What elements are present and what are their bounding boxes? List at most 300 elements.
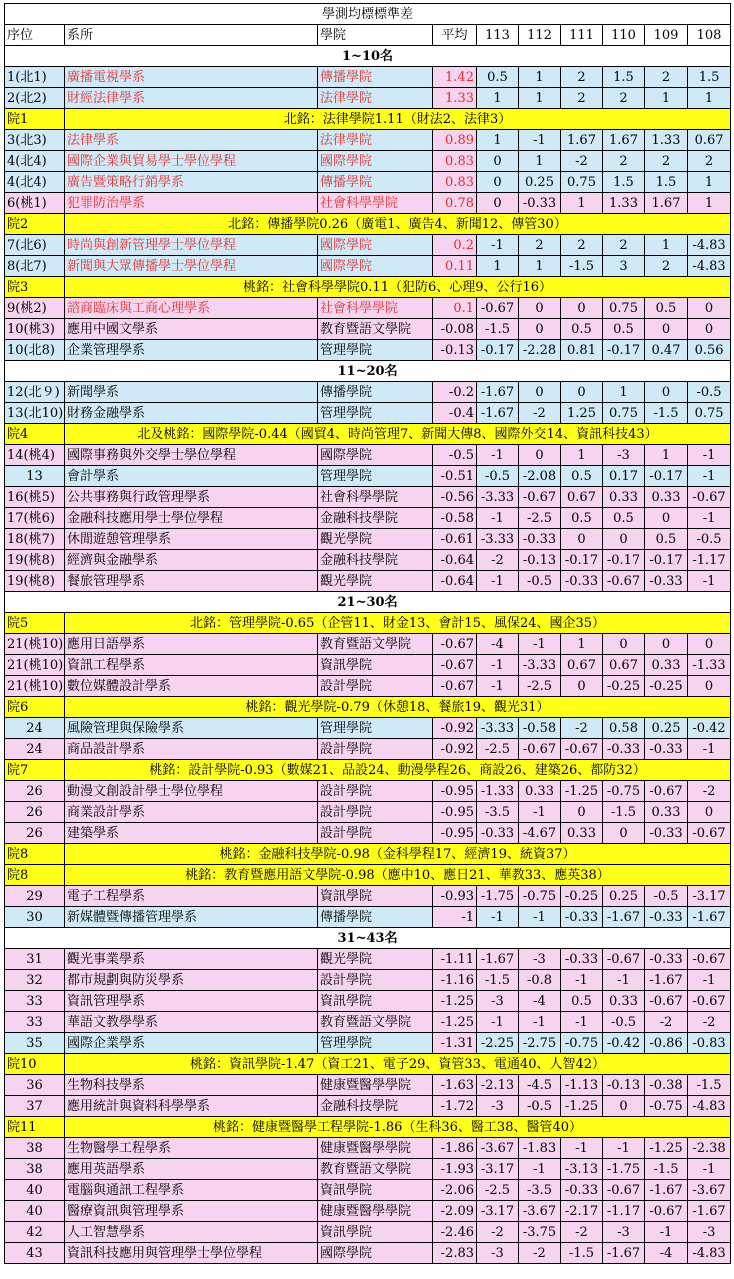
department-cell: 經濟與金融學系: [65, 550, 318, 571]
year-111-cell: -0.75: [561, 1033, 603, 1054]
average-cell: -0.64: [433, 550, 477, 571]
college-cell: 資訊學院: [318, 991, 433, 1012]
year-109-cell: -0.75: [645, 1096, 688, 1117]
section-title: 31~43名: [5, 928, 731, 949]
year-110-cell: 0.75: [603, 298, 645, 319]
table-row: [5, 1180, 731, 1201]
college-summary: 桃銘：金融科技學院-0.98（金科學程17、經濟19、統資37）: [65, 844, 731, 865]
year-110-cell: -0.25: [603, 676, 645, 697]
year-112-cell: -0.13: [519, 550, 561, 571]
year-110-cell: 0.5: [603, 319, 645, 340]
rank-cell: 40: [5, 1201, 65, 1222]
table-row: [5, 781, 731, 802]
year-108-cell: 0.56: [688, 340, 731, 361]
year-109-cell: -0.25: [645, 676, 688, 697]
rank-cell: 24: [5, 718, 65, 739]
header-cell: 111: [561, 25, 603, 46]
year-109-cell: 1.67: [645, 193, 688, 214]
average-cell: -1.16: [433, 970, 477, 991]
college-summary-row: [5, 613, 731, 634]
year-112-cell: -4.67: [519, 823, 561, 844]
year-110-cell: 3: [603, 256, 645, 277]
year-109-cell: -1.25: [645, 1138, 688, 1159]
college-cell: 管理學院: [318, 1033, 433, 1054]
year-109-cell: -1.67: [645, 970, 688, 991]
year-113-cell: -1: [477, 445, 519, 466]
year-111-cell: 0.5: [561, 508, 603, 529]
department-cell: 休閒遊憩管理學系: [65, 529, 318, 550]
table-row: [5, 991, 731, 1012]
department-cell: 華語文教學學系: [65, 1012, 318, 1033]
year-113-cell: -1.67: [477, 949, 519, 970]
rank-cell: 13(北10): [5, 403, 65, 424]
year-113-cell: -4: [477, 634, 519, 655]
department-cell: 生物醫學工程學系: [65, 1138, 318, 1159]
college-cell: 教育暨語文學院: [318, 634, 433, 655]
college-cell: 資訊學院: [318, 1180, 433, 1201]
college-summary: 桃銘：資訊學院-1.47（資工21、電子29、資管33、電通40、人智42）: [65, 1054, 731, 1075]
year-110-cell: 0.5: [603, 508, 645, 529]
year-112-cell: -2.08: [519, 466, 561, 487]
year-109-cell: -0.67: [645, 991, 688, 1012]
department-cell: 人工智慧學系: [65, 1222, 318, 1243]
year-112-cell: -0.67: [519, 487, 561, 508]
college-cell: 資訊學院: [318, 655, 433, 676]
year-111-cell: 0.5: [561, 319, 603, 340]
college-summary-row: [5, 277, 731, 298]
table-row: [5, 256, 731, 277]
table-row: [5, 403, 731, 424]
year-113-cell: -2.5: [477, 1180, 519, 1201]
department-cell: 犯罪防治學系: [65, 193, 318, 214]
department-cell: 新聞與大眾傳播學士學位學程: [65, 256, 318, 277]
average-cell: -1.72: [433, 1096, 477, 1117]
college-cell: 傳播學院: [318, 67, 433, 88]
year-108-cell: -1.67: [688, 1201, 731, 1222]
year-111-cell: 1: [561, 634, 603, 655]
college-summary: 桃銘：社會科學學院0.11（犯防6、心理9、公行16）: [65, 277, 731, 298]
year-111-cell: 0.33: [561, 823, 603, 844]
year-111-cell: -0.67: [561, 739, 603, 760]
year-113-cell: -1.33: [477, 781, 519, 802]
rank-cell: 32: [5, 970, 65, 991]
year-108-cell: -4.83: [688, 1096, 731, 1117]
year-109-cell: -1: [645, 1222, 688, 1243]
year-108-cell: -1: [688, 571, 731, 592]
rank-cell: 4(北4): [5, 172, 65, 193]
year-112-cell: 1: [519, 256, 561, 277]
year-108-cell: 0: [688, 634, 731, 655]
year-110-cell: -0.5: [603, 1012, 645, 1033]
year-112-cell: -0.58: [519, 718, 561, 739]
year-110-cell: -0.17: [603, 340, 645, 361]
year-108-cell: -4.83: [688, 1243, 731, 1264]
year-112-cell: -1: [519, 1012, 561, 1033]
year-110-cell: -1: [603, 970, 645, 991]
college-rank: 院10: [5, 1054, 65, 1075]
college-cell: 觀光學院: [318, 949, 433, 970]
table-row: [5, 1138, 731, 1159]
average-cell: -1.25: [433, 1012, 477, 1033]
year-111-cell: -2.17: [561, 1201, 603, 1222]
year-110-cell: 0.33: [603, 487, 645, 508]
year-112-cell: -1: [519, 907, 561, 928]
year-110-cell: 0.25: [603, 886, 645, 907]
year-110-cell: 0: [603, 1096, 645, 1117]
year-109-cell: 1.33: [645, 130, 688, 151]
section-header-row: [5, 928, 731, 949]
year-113-cell: -0.67: [477, 298, 519, 319]
year-109-cell: -0.17: [645, 466, 688, 487]
year-110-cell: -1.5: [603, 802, 645, 823]
year-109-cell: -0.17: [645, 550, 688, 571]
year-110-cell: -1.67: [603, 907, 645, 928]
year-109-cell: -0.86: [645, 1033, 688, 1054]
year-113-cell: -2.13: [477, 1075, 519, 1096]
year-108-cell: 1.5: [688, 67, 731, 88]
year-109-cell: -4: [645, 1243, 688, 1264]
year-110-cell: -0.67: [603, 949, 645, 970]
college-summary-row: [5, 214, 731, 235]
table-row: [5, 298, 731, 319]
table-row: [5, 466, 731, 487]
year-108-cell: 1: [688, 172, 731, 193]
department-cell: 企業管理學系: [65, 340, 318, 361]
year-110-cell: 0.75: [603, 403, 645, 424]
year-109-cell: 1: [645, 235, 688, 256]
college-cell: 健康暨醫學學院: [318, 1075, 433, 1096]
department-cell: 商業設計學系: [65, 802, 318, 823]
year-110-cell: 0.17: [603, 466, 645, 487]
year-111-cell: 2: [561, 88, 603, 109]
table-row: [5, 319, 731, 340]
table-row: [5, 382, 731, 403]
table-row: [5, 172, 731, 193]
college-cell: 管理學院: [318, 718, 433, 739]
year-113-cell: -3.5: [477, 802, 519, 823]
average-cell: 1.33: [433, 88, 477, 109]
year-112-cell: -1: [519, 130, 561, 151]
college-summary: 桃銘：健康暨醫學工程學院-1.86（生科36、醫工38、醫管40）: [65, 1117, 731, 1138]
college-cell: 金融科技學院: [318, 1096, 433, 1117]
year-112-cell: -3.67: [519, 1201, 561, 1222]
average-cell: -0.92: [433, 739, 477, 760]
year-111-cell: 0: [561, 529, 603, 550]
rank-cell: 19(桃8): [5, 571, 65, 592]
college-cell: 設計學院: [318, 802, 433, 823]
rank-cell: 35: [5, 1033, 65, 1054]
rank-cell: 21(桃10): [5, 676, 65, 697]
year-111-cell: 1.25: [561, 403, 603, 424]
college-cell: 觀光學院: [318, 571, 433, 592]
rank-cell: 42: [5, 1222, 65, 1243]
average-cell: -1.93: [433, 1159, 477, 1180]
year-108-cell: -0.83: [688, 1033, 731, 1054]
table-row: [5, 907, 731, 928]
year-108-cell: -0.67: [688, 823, 731, 844]
year-110-cell: 1.5: [603, 67, 645, 88]
rank-cell: 38: [5, 1138, 65, 1159]
year-110-cell: 1.67: [603, 130, 645, 151]
year-111-cell: 0.67: [561, 655, 603, 676]
year-112-cell: -0.5: [519, 571, 561, 592]
department-cell: 會計學系: [65, 466, 318, 487]
year-110-cell: -1.17: [603, 1201, 645, 1222]
average-cell: -0.92: [433, 718, 477, 739]
college-summary-row: [5, 424, 731, 445]
year-110-cell: -1: [603, 1138, 645, 1159]
rank-cell: 38: [5, 1159, 65, 1180]
college-cell: 國際學院: [318, 235, 433, 256]
year-109-cell: -1.5: [645, 1159, 688, 1180]
year-113-cell: 0: [477, 172, 519, 193]
year-112-cell: -2: [519, 403, 561, 424]
year-113-cell: -2.5: [477, 739, 519, 760]
year-110-cell: 0: [603, 634, 645, 655]
year-111-cell: -1.13: [561, 1075, 603, 1096]
year-108-cell: -1: [688, 508, 731, 529]
year-113-cell: -0.33: [477, 823, 519, 844]
year-109-cell: 0.33: [645, 802, 688, 823]
department-cell: 公共事務與行政管理學系: [65, 487, 318, 508]
department-cell: 諮商臨床與工商心理學系: [65, 298, 318, 319]
department-cell: 國際企業學系: [65, 1033, 318, 1054]
year-108-cell: -1.67: [688, 907, 731, 928]
year-113-cell: -3.17: [477, 1201, 519, 1222]
year-111-cell: 0: [561, 676, 603, 697]
year-108-cell: -3.67: [688, 1180, 731, 1201]
year-112-cell: 0: [519, 298, 561, 319]
rank-cell: 10(桃3): [5, 319, 65, 340]
year-113-cell: -1: [477, 1012, 519, 1033]
average-cell: -1: [433, 907, 477, 928]
rank-cell: 19(桃8): [5, 550, 65, 571]
rank-cell: 7(北6): [5, 235, 65, 256]
year-113-cell: -1: [477, 508, 519, 529]
year-113-cell: -3.33: [477, 487, 519, 508]
year-111-cell: -0.33: [561, 949, 603, 970]
year-112-cell: -2: [519, 1243, 561, 1264]
year-113-cell: -0.17: [477, 340, 519, 361]
rank-cell: 21(桃10): [5, 634, 65, 655]
section-header-row: [5, 46, 731, 67]
year-113-cell: -1.67: [477, 382, 519, 403]
year-111-cell: -3.13: [561, 1159, 603, 1180]
year-113-cell: -3: [477, 1243, 519, 1264]
college-summary-row: [5, 1117, 731, 1138]
rank-cell: 16(桃5): [5, 487, 65, 508]
table-row: [5, 151, 731, 172]
college-summary: 北及桃銘：國際學院-0.44（國貿4、時尚管理7、新聞大傳8、國際外交14、資訊科技43）: [65, 424, 731, 445]
department-cell: 生物科技學系: [65, 1075, 318, 1096]
average-cell: -0.51: [433, 466, 477, 487]
college-summary: 桃銘：設計學院-0.93（數媒21、品設24、動漫學程26、商設26、建築26、都防32）: [65, 760, 731, 781]
department-cell: 資訊管理學系: [65, 991, 318, 1012]
college-cell: 金融科技學院: [318, 550, 433, 571]
year-108-cell: -1: [688, 466, 731, 487]
header-cell: 113: [477, 25, 519, 46]
average-cell: -1.11: [433, 949, 477, 970]
year-113-cell: -3: [477, 991, 519, 1012]
college-rank: 院2: [5, 214, 65, 235]
table-row: [5, 1201, 731, 1222]
rank-cell: 18(桃7): [5, 529, 65, 550]
college-cell: 法律學院: [318, 130, 433, 151]
section-header-row: [5, 592, 731, 613]
year-109-cell: -0.33: [645, 823, 688, 844]
year-113-cell: -3.33: [477, 529, 519, 550]
rank-cell: 33: [5, 991, 65, 1012]
year-113-cell: 0.5: [477, 67, 519, 88]
table-row: [5, 634, 731, 655]
college-rank: 院8: [5, 865, 65, 886]
college-cell: 國際學院: [318, 445, 433, 466]
header-cell: 109: [645, 25, 688, 46]
average-cell: -0.13: [433, 340, 477, 361]
rank-cell: 43: [5, 1243, 65, 1264]
year-111-cell: 0.81: [561, 340, 603, 361]
department-cell: 應用英語學系: [65, 1159, 318, 1180]
year-112-cell: 2: [519, 235, 561, 256]
year-110-cell: -0.33: [603, 739, 645, 760]
year-112-cell: -1: [519, 802, 561, 823]
year-111-cell: -1.5: [561, 1243, 603, 1264]
table-row: [5, 718, 731, 739]
year-108-cell: -3.17: [688, 886, 731, 907]
year-111-cell: -1: [561, 1012, 603, 1033]
college-cell: 設計學院: [318, 970, 433, 991]
average-cell: -0.08: [433, 319, 477, 340]
college-summary-row: [5, 844, 731, 865]
year-113-cell: 1: [477, 88, 519, 109]
year-111-cell: -1.5: [561, 256, 603, 277]
department-cell: 風險管理與保險學系: [65, 718, 318, 739]
average-cell: -1.31: [433, 1033, 477, 1054]
table-row: [5, 1012, 731, 1033]
year-112-cell: 0.33: [519, 781, 561, 802]
year-109-cell: 2: [645, 256, 688, 277]
year-111-cell: -2: [561, 1222, 603, 1243]
year-108-cell: -1.17: [688, 550, 731, 571]
average-cell: 0.89: [433, 130, 477, 151]
table-row: [5, 550, 731, 571]
year-108-cell: 0: [688, 676, 731, 697]
table-row: [5, 802, 731, 823]
year-110-cell: 0.58: [603, 718, 645, 739]
year-108-cell: 1: [688, 88, 731, 109]
year-111-cell: -2: [561, 151, 603, 172]
year-111-cell: 0: [561, 298, 603, 319]
year-113-cell: -1: [477, 571, 519, 592]
average-cell: -0.58: [433, 508, 477, 529]
average-cell: -0.67: [433, 634, 477, 655]
table-row: [5, 823, 731, 844]
department-cell: 財務金融學系: [65, 403, 318, 424]
year-109-cell: -2: [645, 1012, 688, 1033]
year-113-cell: -3.33: [477, 718, 519, 739]
college-rank: 院7: [5, 760, 65, 781]
department-cell: 國際企業與貿易學士學位學程: [65, 151, 318, 172]
year-109-cell: 1: [645, 445, 688, 466]
year-109-cell: -1.67: [645, 1180, 688, 1201]
year-113-cell: -3.17: [477, 1159, 519, 1180]
section-title: 11~20名: [5, 361, 731, 382]
college-cell: 管理學院: [318, 403, 433, 424]
year-112-cell: -2.5: [519, 676, 561, 697]
year-108-cell: -1: [688, 970, 731, 991]
college-summary: 北銘：管理學院-0.65（企管11、財金13、會計15、風保24、國企35）: [65, 613, 731, 634]
year-110-cell: 0.33: [603, 991, 645, 1012]
year-112-cell: 0: [519, 319, 561, 340]
table-row: [5, 1033, 731, 1054]
table-row: [5, 1159, 731, 1180]
average-cell: 0.2: [433, 235, 477, 256]
college-rank: 院5: [5, 613, 65, 634]
college-cell: 設計學院: [318, 739, 433, 760]
year-112-cell: 0: [519, 382, 561, 403]
table-row: [5, 508, 731, 529]
year-110-cell: -0.75: [603, 781, 645, 802]
header-row: [5, 25, 731, 46]
average-cell: -1.63: [433, 1075, 477, 1096]
department-cell: 餐旅管理學系: [65, 571, 318, 592]
year-110-cell: -3: [603, 1222, 645, 1243]
year-108-cell: 0: [688, 319, 731, 340]
year-111-cell: -0.17: [561, 550, 603, 571]
year-110-cell: -0.42: [603, 1033, 645, 1054]
year-112-cell: -2.28: [519, 340, 561, 361]
year-112-cell: -3.5: [519, 1180, 561, 1201]
year-110-cell: 2: [603, 235, 645, 256]
department-cell: 法律學系: [65, 130, 318, 151]
year-108-cell: -1.33: [688, 655, 731, 676]
year-108-cell: -2.38: [688, 1138, 731, 1159]
year-111-cell: -0.33: [561, 1180, 603, 1201]
college-cell: 教育暨語文學院: [318, 1012, 433, 1033]
department-cell: 動漫文創設計學士學位學程: [65, 781, 318, 802]
spreadsheet: [4, 3, 730, 1264]
rank-cell: 12(北９): [5, 382, 65, 403]
rank-cell: 4(北4): [5, 151, 65, 172]
table-row: [5, 1243, 731, 1264]
average-cell: -0.95: [433, 781, 477, 802]
college-summary: 桃銘：教育暨應用語文學院-0.98（應中10、應日21、華教33、應英38）: [65, 865, 731, 886]
year-111-cell: 1.67: [561, 130, 603, 151]
table-row: [5, 949, 731, 970]
year-111-cell: 2: [561, 67, 603, 88]
table-row: [5, 193, 731, 214]
average-cell: 0.78: [433, 193, 477, 214]
average-cell: 1.42: [433, 67, 477, 88]
average-cell: -0.61: [433, 529, 477, 550]
year-113-cell: 1: [477, 256, 519, 277]
header-cell: 112: [519, 25, 561, 46]
year-110-cell: -0.13: [603, 1075, 645, 1096]
department-cell: 商品設計學系: [65, 739, 318, 760]
std-table: [4, 3, 731, 1264]
rank-cell: 3(北3): [5, 130, 65, 151]
college-summary-row: [5, 109, 731, 130]
year-113-cell: -2.25: [477, 1033, 519, 1054]
year-112-cell: -1: [519, 634, 561, 655]
year-108-cell: -1: [688, 1159, 731, 1180]
year-113-cell: -1.5: [477, 319, 519, 340]
college-cell: 社會科學學院: [318, 193, 433, 214]
year-112-cell: 1: [519, 67, 561, 88]
year-112-cell: -0.33: [519, 193, 561, 214]
year-108-cell: 1: [688, 193, 731, 214]
year-111-cell: -1.25: [561, 1096, 603, 1117]
